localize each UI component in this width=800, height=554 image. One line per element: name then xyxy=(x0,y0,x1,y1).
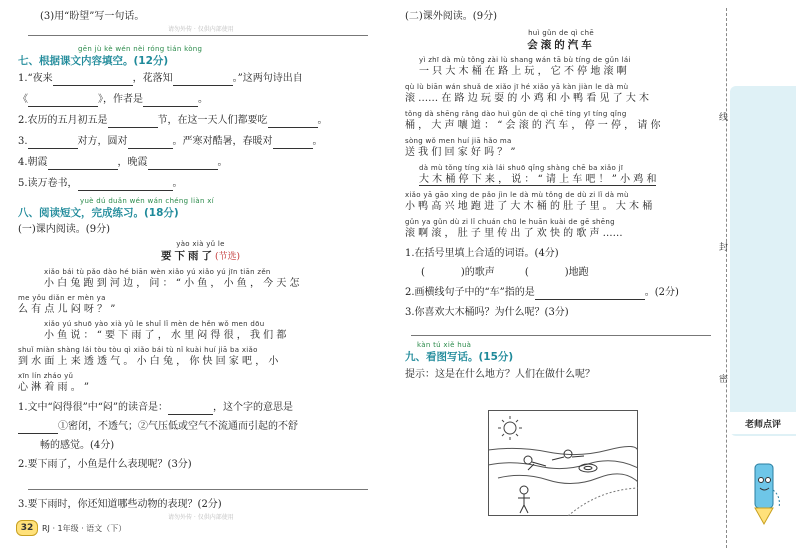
passage1-line: 心 淋 着 雨 。 ” xyxy=(18,382,90,393)
passage2-line: 大 木 桶 停 下 来 ， 说 ： “ 请 上 车 吧 ！ ” 小 鸡 和 xyxy=(419,174,657,185)
fill-4-text: 4.朝霞 xyxy=(18,157,48,168)
passage1-line: 小 鱼 说 ： “ 要 下 雨 了 ， 水 里 闷 得 很 ， 我 们 都 xyxy=(44,330,287,341)
p2-question2-text: 2.画横线句子中的“车”指的是 xyxy=(405,287,535,298)
passage1-pinyin: shuǐ miàn shàng lái tòu tòu qì xiǎo bái tù nǐ kuài huí jiā ba xiǎo xyxy=(18,346,258,354)
fill-1-line1 xyxy=(18,72,383,86)
passage2-line: 小 鸭 高 兴 地 跑 进 了 大 木 桶 的 肚 子 里 。 大 木 桶 xyxy=(405,201,653,212)
fill-blank[interactable] xyxy=(268,117,318,128)
passage2-line: 一 只 大 木 桶 在 路 上 玩 ， 它 不 停 地 滚 啊 xyxy=(419,66,627,77)
fill-1-text: ，花落知 xyxy=(132,73,173,84)
fill-1-text: 。 xyxy=(198,94,208,105)
answer-line[interactable] xyxy=(411,334,711,336)
fill-blank[interactable] xyxy=(535,289,645,300)
fill-2-text: 节，在这一天人们都要吃 xyxy=(157,115,268,126)
bracket: ( xyxy=(421,267,425,278)
bracket-text: )地跑 xyxy=(564,267,589,278)
p1-question3: 3.要下雨时，你还知道哪些动物的表现？(2分) xyxy=(18,499,222,510)
p1-question1 xyxy=(18,401,383,415)
watermark: 请勿外传 · 仅供内部使用 xyxy=(168,26,234,33)
passage1-title: 要下雨了 xyxy=(160,250,215,262)
passage2-pinyin: tǒng dà shēng rǎng dào huì gǔn de qì chē tíng yī tíng qǐng xyxy=(405,110,627,118)
p2-question3: 3.你喜欢大木桶吗？为什么呢？(3分) xyxy=(405,307,569,318)
review-tab xyxy=(730,86,796,436)
fill-5-line xyxy=(18,177,383,191)
section9-title: 九、看图写话。(15分) xyxy=(405,351,514,363)
fill-blank[interactable] xyxy=(28,96,98,107)
passage1-pinyin: me yǒu diǎn er mèn ya xyxy=(18,294,106,302)
answer-line[interactable] xyxy=(28,488,368,490)
passage2-title: 会滚的汽车 xyxy=(527,39,595,51)
section7-pinyin: gēn jù kè wén nèi róng tián kòng xyxy=(78,45,203,53)
p1-question1-text: 1.文中“闷得很”中“闷”的读音是： xyxy=(18,402,168,413)
teacher-comment-label: 老师点评 xyxy=(730,412,796,434)
passage2-line: 滚 …… 在 路 边 玩 耍 的 小 鸡 和 小 鸭 看 见 了 大 木 xyxy=(405,93,650,104)
passage1-pinyin: xīn lín zháo yǔ xyxy=(18,372,74,380)
p1-question1-text: ，这个字的意思是 xyxy=(213,402,293,413)
fill-3-text: 。严寒对酷暑，春暖对 xyxy=(172,136,273,147)
binding-label: 封 xyxy=(719,243,729,253)
right-column xyxy=(405,10,717,382)
passage1-pinyin: xiǎo bái tù pǎo dào hé biān wèn xiǎo yú xiǎo yú jīn tiān zěn xyxy=(44,268,271,276)
q3-instruction: (3)用“盼望”写一句话。 xyxy=(40,11,145,22)
passage1-label: (一)课内阅读。(9分) xyxy=(18,224,110,235)
page-number: 32 xyxy=(16,520,38,536)
passage1-line: 小 白 兔 跑 到 河 边 ， 问 ： “ 小 鱼 ， 小 鱼 ， 今 天 怎 xyxy=(44,278,300,289)
fill-3-line xyxy=(18,135,383,149)
p1-question1-text: ①密闭，不透气；②气压低或空气不流通而引起的不舒 xyxy=(58,421,298,432)
section8-pinyin: yuè dú duǎn wén wán chéng liàn xí xyxy=(80,197,214,205)
fill-1-text: 》，作者是 xyxy=(98,94,143,105)
binding-label: 密 xyxy=(719,375,729,385)
section8-title: 八、阅读短文，完成练习。(18分) xyxy=(18,207,179,219)
passage2-line: 桶 ， 大 声 嚷 道 ： “ 会 滚 的 汽 车 ， 停 一 停 ， 请 你 xyxy=(405,120,661,131)
fill-blank[interactable] xyxy=(78,180,173,191)
passage2-pinyin: gǔn ya gǔn dù zi lǐ chuán chū le huān kuài de gē shēng xyxy=(405,218,615,226)
fill-3-text: 对方，圆对 xyxy=(77,136,128,147)
fill-2-line xyxy=(18,114,383,128)
left-column xyxy=(18,10,383,521)
bracket-text: )的歌声 xyxy=(460,267,495,278)
fill-blank[interactable] xyxy=(48,159,118,170)
fill-1-text: 1.“夜来 xyxy=(18,73,53,84)
watermark: 请勿外传 · 仅供内部使用 xyxy=(168,514,234,521)
fill-blank[interactable] xyxy=(53,75,133,86)
fill-blank[interactable] xyxy=(128,138,173,149)
fill-2-text: 。 xyxy=(317,115,328,126)
fill-blank[interactable] xyxy=(28,138,78,149)
book-label: RJ · 1年级 · 语文（下） xyxy=(42,523,127,533)
fill-blank[interactable] xyxy=(168,404,213,415)
passage2-pinyin: yì zhī dà mù tǒng zài lù shang wán tā bù tíng de gǔn lái xyxy=(419,56,631,64)
fill-2-text: 2.农历的五月初五是 xyxy=(18,115,108,126)
fill-blank[interactable] xyxy=(148,159,218,170)
p1-question2: 2.要下雨了，小鱼是什么表现呢？(3分) xyxy=(18,459,192,470)
p1-question1-cont xyxy=(18,420,383,434)
fill-blank[interactable] xyxy=(143,96,198,107)
p2-question2-text: 。(2分) xyxy=(644,287,679,298)
cut-line xyxy=(726,8,728,548)
fill-4-text: ，晚霞 xyxy=(117,157,148,168)
passage1-title-row xyxy=(18,249,383,264)
bracket: ( xyxy=(524,267,529,278)
fill-blank[interactable] xyxy=(173,75,233,86)
fill-5-text: 。 xyxy=(172,178,183,189)
binding-label: 线 xyxy=(719,113,729,123)
fill-blank[interactable] xyxy=(18,423,58,434)
page-footer xyxy=(16,520,126,536)
fill-3-text: 3. xyxy=(18,136,28,147)
fill-1-text: 。”这两句诗出自 xyxy=(232,73,303,84)
fill-3-text: 。 xyxy=(312,136,323,147)
fill-1-text: 《 xyxy=(18,94,28,105)
passage1-line: 么 有 点 儿 闷 呀 ？ ” xyxy=(18,304,116,315)
passage1-pinyin: xiǎo yú shuō yào xià yǔ le shuǐ lǐ mèn de hěn wǒ men dōu xyxy=(44,320,265,328)
passage1-title-pinyin: yào xià yǔ le xyxy=(176,240,225,248)
passage2-underlined-sentence xyxy=(419,173,717,187)
passage2-pinyin: qù lù biān wán shuǎ de xiǎo jī hé xiǎo yā kàn jiàn le dà mù xyxy=(405,83,629,91)
fill-blank[interactable] xyxy=(108,117,158,128)
section9-prompt: 提示：这是在什么地方？人们在做什么呢？ xyxy=(405,369,595,380)
passage2-line: 送 我 们 回 家 好 吗 ？ ” xyxy=(405,147,516,158)
pencil-mascot-icon xyxy=(745,460,789,532)
p1-question1-end: 畅的感觉。(4分) xyxy=(40,440,115,451)
fill-1-line2 xyxy=(18,93,383,107)
passage1-title-note: (节选) xyxy=(214,252,241,262)
section9-pinyin: kàn tú xiě huà xyxy=(417,341,472,349)
fill-4-line xyxy=(18,156,383,170)
section7-title: 七、根据课文内容填空。(12分) xyxy=(18,55,169,67)
p2-question1-blanks xyxy=(421,266,717,280)
passage2-pinyin: dà mù tǒng tíng xià lái shuō qǐng shàng chē ba xiǎo jī xyxy=(419,164,624,172)
beach-picture xyxy=(488,410,638,516)
passage2-title-pinyin: huì gǔn de qì chē xyxy=(528,29,594,37)
answer-line[interactable] xyxy=(28,34,368,36)
fill-blank[interactable] xyxy=(273,138,313,149)
passage2-pinyin: xiǎo yā gāo xìng de pǎo jìn le dà mù tǒng de dù zi lǐ dà mù xyxy=(405,191,629,199)
fill-4-text: 。 xyxy=(217,157,228,168)
passage1-line: 到 水 面 上 来 透 透 气 。 小 白 兔 ， 你 快 回 家 吧 ， 小 xyxy=(18,356,279,367)
passage2-label: (二)课外阅读。(9分) xyxy=(405,11,497,22)
passage2-pinyin: sòng wǒ men huí jiā hǎo ma xyxy=(405,137,512,145)
passage2-line: 滚 啊 滚 ， 肚 子 里 传 出 了 欢 快 的 歌 声 …… xyxy=(405,228,623,239)
p2-question2 xyxy=(405,286,717,300)
fill-5-text: 5.读万卷书， xyxy=(18,178,78,189)
p2-question1: 1.在括号里填上合适的词语。(4分) xyxy=(405,248,559,259)
